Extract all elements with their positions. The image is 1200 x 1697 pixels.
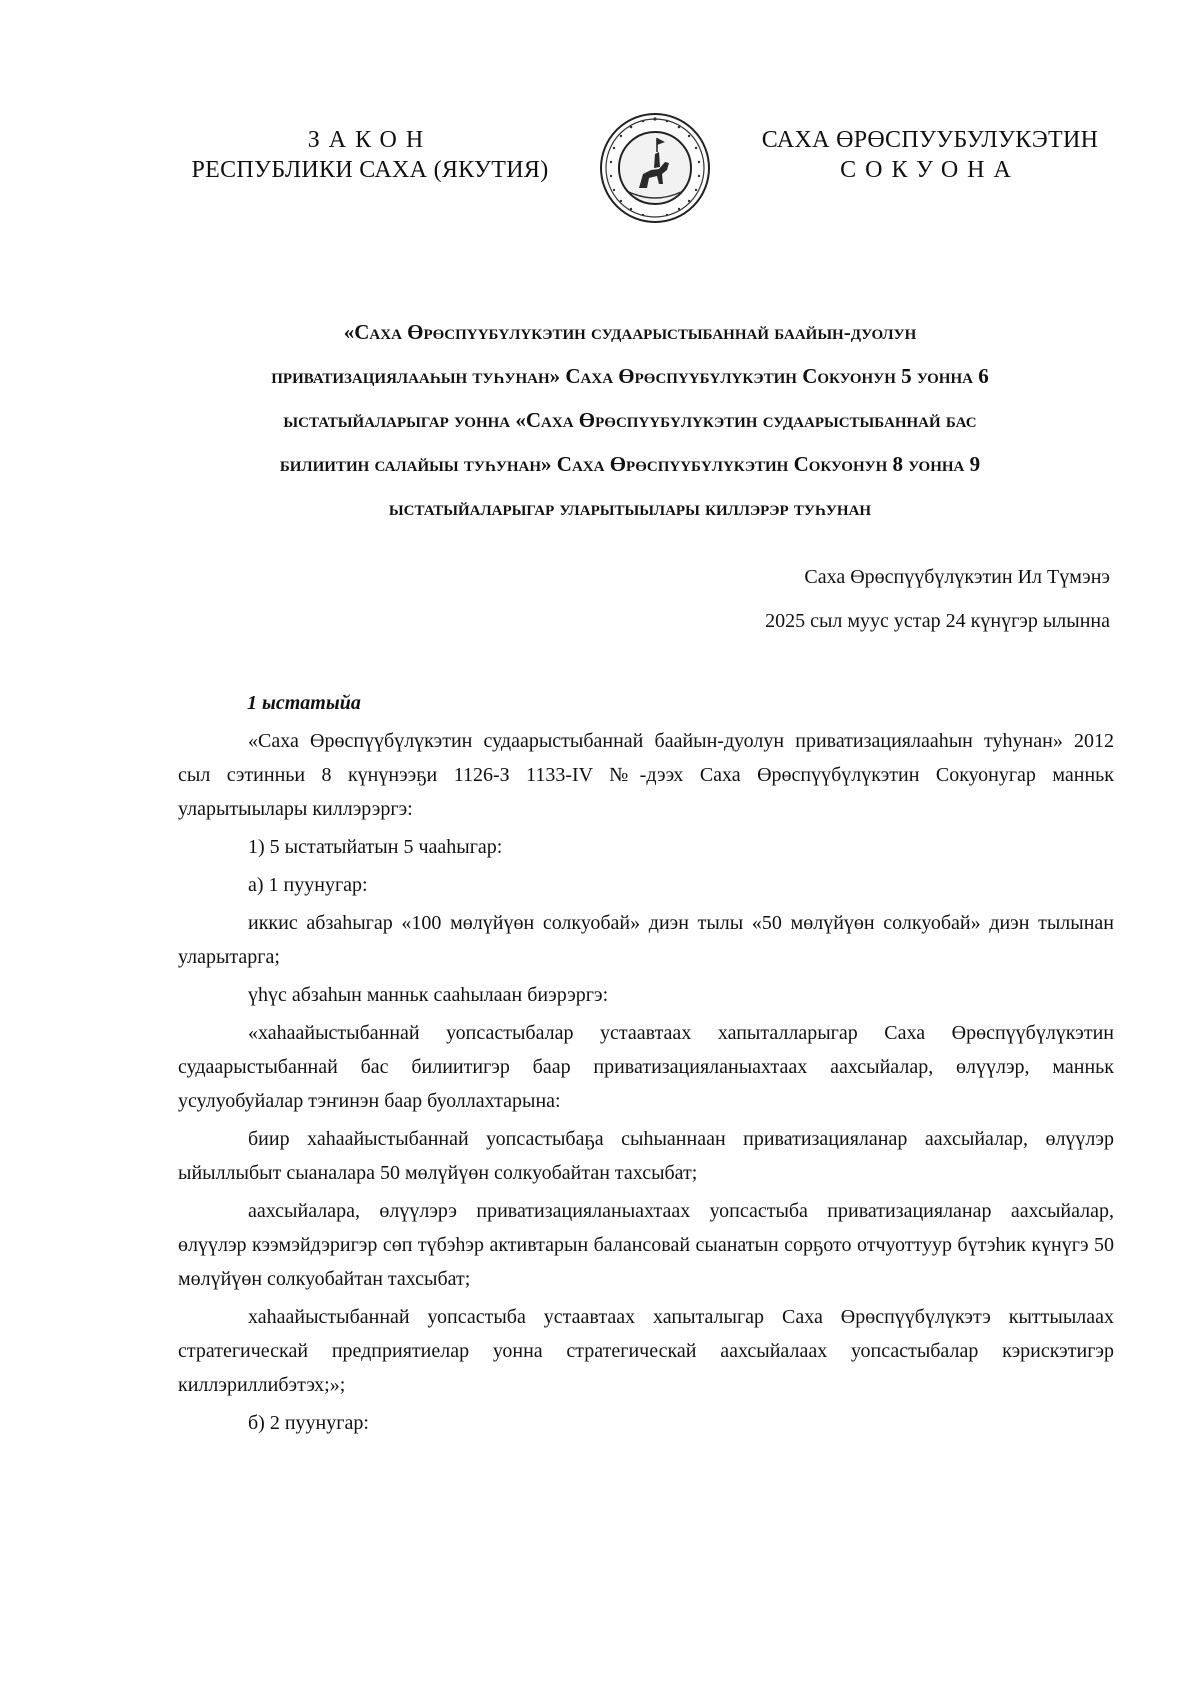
law-word: ЗАКОН <box>307 127 433 153</box>
article-heading: 1 ыстатыйа <box>247 692 361 714</box>
adoption-info <box>765 555 1110 643</box>
article-paragraph: хаһаайыстыбаннай уопсастыба устаавтаах хапыталыгар Саха Өрөспүүбүлүкэтэ кыттыылаах стратегическай предприятиелар уонна стратегическай аахсыйалаах уопсастыбалар кэрискэтигэр киллэриллибэтэх;»; <box>178 1306 1114 1396</box>
title-line-2: приватизациялааһын туһунан» Саха Өрөспүүбүлүкэтин Сокуонун 5 уонна 6 <box>271 364 989 388</box>
adopting-body: Саха Өрөспүүбүлүкэтин Ил Түмэнэ <box>804 566 1110 588</box>
article-paragraph: «хаһаайыстыбаннай уопсастыбалар устаавтаах хапыталларыгар Саха Өрөспүүбүлүкэтин судаарыстыбаннай бас билиитигэр баар приватизацияланыахтаах аахсыйалар, өлүүлэр, манньк усулуобуйалар тэҥинэн баар буоллахтарына: <box>178 1022 1114 1112</box>
law-word-sakha: СОКУОНА <box>840 157 1020 183</box>
title-line-5: ыстатыйаларыгар уларытыылары киллэрэр туһунан <box>388 496 872 520</box>
title-line-1: «Саха Өрөспүүбүлүкэтин судаарыстыбаннай баайын-дуолун <box>343 320 917 344</box>
coat-of-arms-emblem-icon <box>599 112 711 224</box>
title-line-3: ыстатыйаларыгар уонна «Саха Өрөспүүбүлүкэтин судаарыстыбаннай бас <box>283 408 977 432</box>
header-left <box>150 125 590 185</box>
article-paragraph: иккис абзаһыгар «100 мөлүйүөн солкуобай» диэн тылы «50 мөлүйүөн солкуобай» диэн тылынан уларытарга; <box>178 912 1114 968</box>
article-paragraph: аахсыйалара, өлүүлэрэ приватизацияланыахтаах уопсастыба приватизацияланар аахсыйалар, өлүүлэр кээмэйдэригэр сөп түбэһэр активтарын балансовай сыанатын сорҕото отчуоттуур бүтэһик күнүгэ 50 мөлүйүөн солкуобайтан тахсыбат; <box>178 1200 1114 1290</box>
adoption-date: 2025 сыл муус устар 24 күнүгэр ылынна <box>765 610 1110 632</box>
title-line-4: билиитин салайыы туһунан» Саха Өрөспүүбүлүкэтин Сокуонун 8 уонна 9 <box>279 452 981 476</box>
article-paragraph: биир хаһаайыстыбаннай уопсастыбаҕа сыһыаннаан приватизацияланар аахсыйалар, өлүүлэр ыйыллыбыт сыаналара 50 мөлүйүөн солкуобайтан тахсыбат; <box>178 1128 1114 1184</box>
article-paragraph: үһүс абзаһын манньк сааһылаан биэрэргэ: <box>248 984 609 1006</box>
article-paragraph: б) 2 пуунугар: <box>248 1412 369 1434</box>
article-body <box>178 686 1114 1444</box>
law-title <box>150 310 1110 530</box>
republic-name-ru: РЕСПУБЛИКИ САХА (ЯКУТИЯ) <box>191 157 549 183</box>
header-right <box>745 125 1115 185</box>
republic-name-sakha: САХА ӨРӨСПУУБУЛУКЭТИН <box>761 127 1099 153</box>
article-paragraph: а) 1 пуунугар: <box>248 874 368 896</box>
article-paragraph: «Саха Өрөспүүбүлүкэтин судаарыстыбаннай баайын-дуолун приватизациялааһын туһунан» 2012 сыл сэтинньи 8 күнүнээҕи 1126-З 1133-IV №-дээх Саха Өрөспүүбүлүкэтин Сокуонугар манньк уларытыылары киллэрэргэ: <box>178 730 1114 820</box>
article-paragraph: 1) 5 ыстатыйатын 5 чааһыгар: <box>248 836 503 858</box>
